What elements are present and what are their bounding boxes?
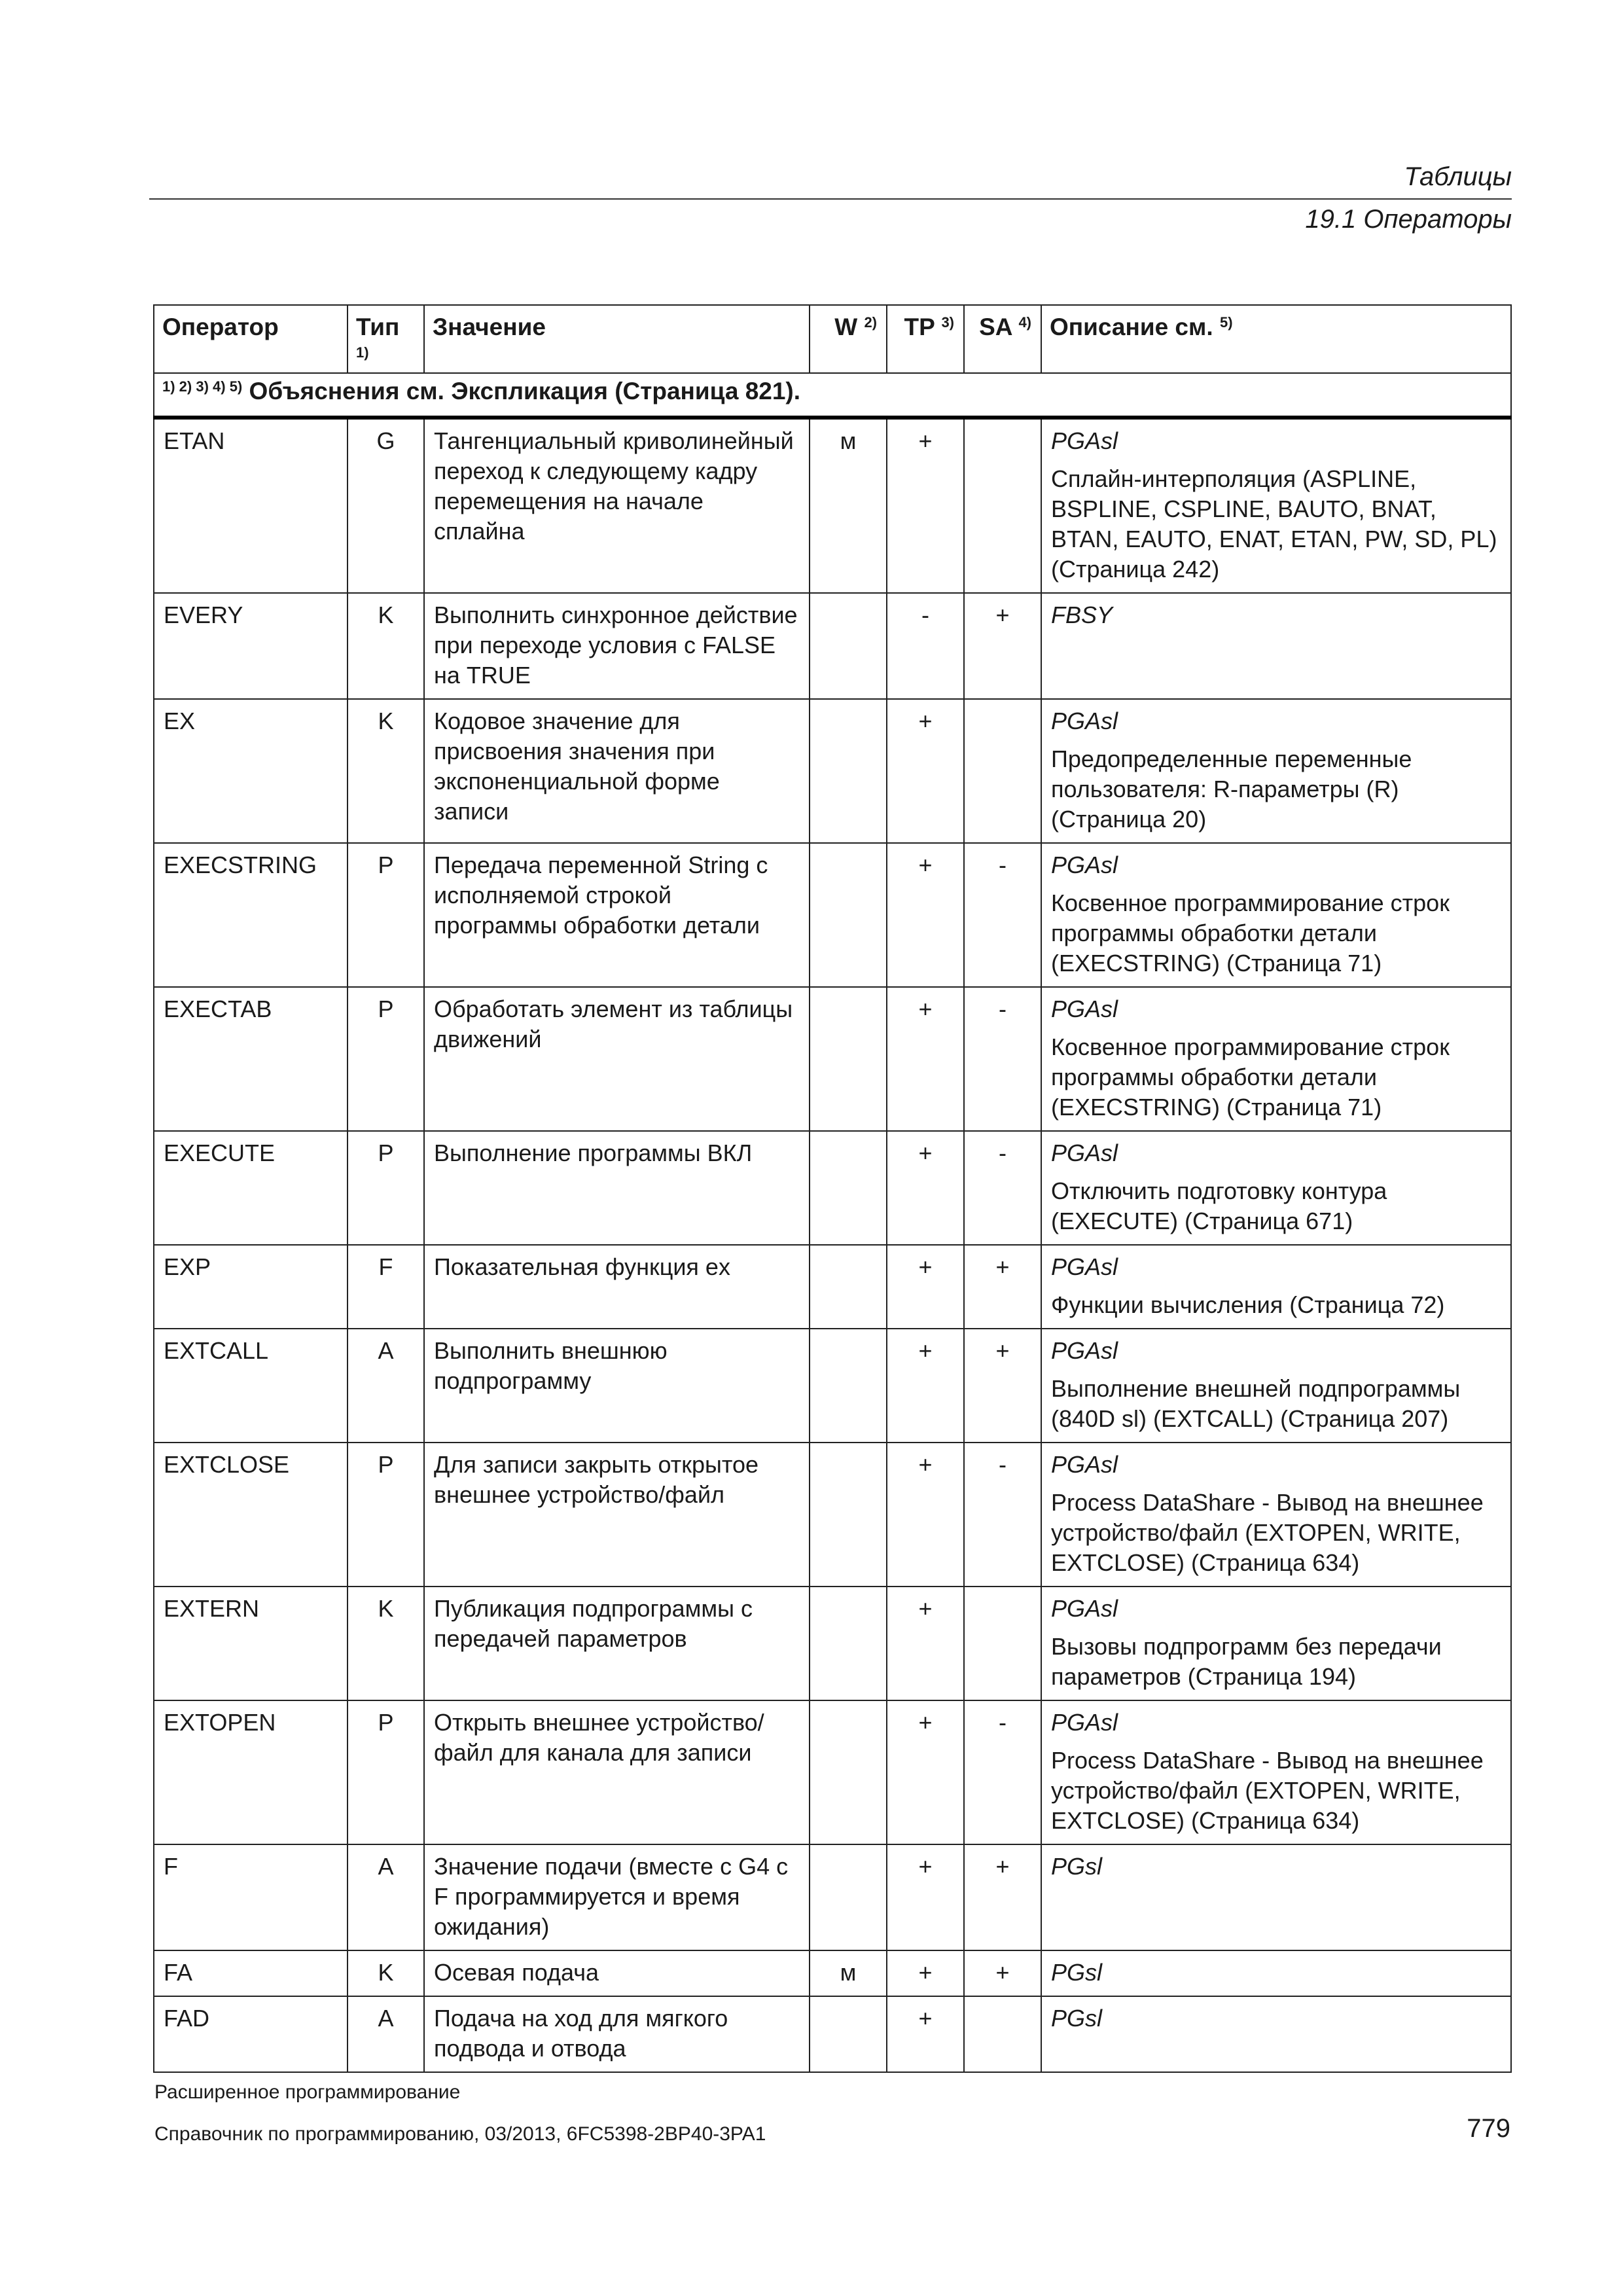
operator-cell: EXP bbox=[154, 1245, 348, 1329]
description-reference: PGAsl bbox=[1051, 1451, 1118, 1478]
table-row bbox=[154, 1844, 1511, 1950]
description-cell bbox=[1041, 1131, 1511, 1245]
section-title: 19.1 Операторы bbox=[1305, 205, 1512, 234]
w-cell bbox=[810, 1996, 887, 2072]
table-header-row bbox=[154, 305, 1511, 373]
operator-cell: EXTERN bbox=[154, 1587, 348, 1700]
sa-cell: + bbox=[964, 593, 1041, 699]
table-row bbox=[154, 1950, 1511, 1996]
footer-manual-info: Справочник по программированию, 03/2013, 6FC5398-2BP40-3PA1 bbox=[154, 2123, 766, 2145]
sa-cell: - bbox=[964, 1700, 1041, 1844]
type-cell: K bbox=[348, 1587, 424, 1700]
tp-cell: + bbox=[887, 987, 964, 1131]
meaning-cell: Выполнить синхронное действие при переходе условия с FALSE на TRUE bbox=[424, 593, 810, 699]
description-cell bbox=[1041, 1996, 1511, 2072]
sa-cell: - bbox=[964, 987, 1041, 1131]
description-cell bbox=[1041, 699, 1511, 843]
description-reference: PGAsl bbox=[1051, 996, 1118, 1022]
w-cell bbox=[810, 1587, 887, 1700]
table-row bbox=[154, 1329, 1511, 1443]
description-link-text: Косвенное программирование строк программы обработки детали (EXECSTRING) (Страница 71) bbox=[1051, 1033, 1450, 1121]
w-cell bbox=[810, 1844, 887, 1950]
meaning-cell: Для записи закрыть открытое внешнее устройство/файл bbox=[424, 1443, 810, 1587]
table-row bbox=[154, 987, 1511, 1131]
sa-cell: + bbox=[964, 1950, 1041, 1996]
meaning-cell: Осевая подача bbox=[424, 1950, 810, 1996]
description-cell bbox=[1041, 987, 1511, 1131]
tp-cell: + bbox=[887, 1700, 964, 1844]
description-reference: PGAsl bbox=[1051, 1595, 1118, 1622]
table-row bbox=[154, 699, 1511, 843]
header-rule bbox=[149, 198, 1512, 200]
description-link-text: Вызовы подпрограмм без передачи параметров (Страница 194) bbox=[1051, 1633, 1442, 1690]
description-reference: PGAsl bbox=[1051, 1139, 1118, 1166]
table-row bbox=[154, 593, 1511, 699]
meaning-cell: Открыть внешнее устройство/файл для канала для записи bbox=[424, 1700, 810, 1844]
tp-cell: + bbox=[887, 843, 964, 987]
type-cell: K bbox=[348, 593, 424, 699]
sa-cell bbox=[964, 1996, 1041, 2072]
description-reference: PGAsl bbox=[1051, 1337, 1118, 1364]
w-cell: м bbox=[810, 418, 887, 593]
description-cell bbox=[1041, 843, 1511, 987]
table-row bbox=[154, 1996, 1511, 2072]
tp-cell: + bbox=[887, 1587, 964, 1700]
w-cell bbox=[810, 1700, 887, 1844]
type-cell: P bbox=[348, 1700, 424, 1844]
chapter-title: Таблицы bbox=[1404, 162, 1512, 191]
tp-cell: - bbox=[887, 593, 964, 699]
type-cell: G bbox=[348, 418, 424, 593]
description-reference: PGAsl bbox=[1051, 427, 1118, 454]
description-link-text: Функции вычисления (Страница 72) bbox=[1051, 1291, 1445, 1318]
type-cell: P bbox=[348, 1131, 424, 1245]
operator-cell: EXTCALL bbox=[154, 1329, 348, 1443]
description-reference: PGAsl bbox=[1051, 1253, 1118, 1280]
sa-cell: + bbox=[964, 1329, 1041, 1443]
table-row bbox=[154, 1245, 1511, 1329]
w-cell bbox=[810, 699, 887, 843]
description-reference: PGsl bbox=[1051, 1959, 1103, 1986]
table-row bbox=[154, 1587, 1511, 1700]
type-cell: A bbox=[348, 1329, 424, 1443]
column-header-sa: SA $^{4)}$ bbox=[964, 305, 1041, 373]
legend-note-row bbox=[154, 373, 1511, 418]
type-cell: F bbox=[348, 1245, 424, 1329]
description-link-text: Process DataShare - Вывод на внешнее устройство/файл (EXTOPEN, WRITE, EXTCLOSE) (Страница 634) bbox=[1051, 1489, 1484, 1576]
column-header-tp: TP $^{3)}$ bbox=[887, 305, 964, 373]
operator-cell: EXTCLOSE bbox=[154, 1443, 348, 1587]
tp-cell: + bbox=[887, 1996, 964, 2072]
operator-cell: ETAN bbox=[154, 418, 348, 593]
tp-cell: + bbox=[887, 1443, 964, 1587]
page-number: 779 bbox=[1467, 2114, 1510, 2143]
description-reference: PGsl bbox=[1051, 2005, 1103, 2032]
sa-cell: - bbox=[964, 1443, 1041, 1587]
column-header-type: Тип $^{1)}$ bbox=[348, 305, 424, 373]
tp-cell: + bbox=[887, 1245, 964, 1329]
table-row bbox=[154, 1131, 1511, 1245]
w-cell bbox=[810, 987, 887, 1131]
description-link-text: Предопределенные переменные пользователя: R-параметры (R) (Страница 20) bbox=[1051, 745, 1412, 833]
description-reference: PGsl bbox=[1051, 1853, 1103, 1880]
operator-cell: EXTOPEN bbox=[154, 1700, 348, 1844]
column-header-meaning: Значение bbox=[424, 305, 810, 373]
description-cell bbox=[1041, 1700, 1511, 1844]
column-header-description: Описание см. $^{5)}$ bbox=[1041, 305, 1511, 373]
description-cell bbox=[1041, 1329, 1511, 1443]
type-cell: A bbox=[348, 1844, 424, 1950]
table-row bbox=[154, 1700, 1511, 1844]
w-cell bbox=[810, 1131, 887, 1245]
meaning-cell: Выполнить внешнюю подпрограмму bbox=[424, 1329, 810, 1443]
description-link-text: Выполнение внешней подпрограммы (840D sl) (EXTCALL) (Страница 207) bbox=[1051, 1375, 1461, 1432]
table-row bbox=[154, 418, 1511, 593]
type-cell: P bbox=[348, 843, 424, 987]
description-cell bbox=[1041, 593, 1511, 699]
description-cell bbox=[1041, 1245, 1511, 1329]
description-cell bbox=[1041, 1950, 1511, 1996]
legend-note: $^{1) 2) 3) 4) 5)}$ Объяснения см. Экспликация (Страница 821). bbox=[154, 373, 1511, 418]
tp-cell: + bbox=[887, 699, 964, 843]
column-header-w: W $^{2)}$ bbox=[810, 305, 887, 373]
operator-cell: EXECUTE bbox=[154, 1131, 348, 1245]
description-reference: PGAsl bbox=[1051, 1709, 1118, 1736]
description-reference: PGAsl bbox=[1051, 708, 1118, 734]
type-cell: K bbox=[348, 699, 424, 843]
type-cell: P bbox=[348, 987, 424, 1131]
operator-cell: FA bbox=[154, 1950, 348, 1996]
operator-cell: F bbox=[154, 1844, 348, 1950]
description-reference: PGAsl bbox=[1051, 852, 1118, 878]
sa-cell bbox=[964, 418, 1041, 593]
tp-cell: + bbox=[887, 1950, 964, 1996]
sa-cell: - bbox=[964, 1131, 1041, 1245]
description-reference: FBSY bbox=[1051, 601, 1113, 628]
meaning-cell: Тангенциальный криволинейный переход к следующему кадру перемещения на начале сплайна bbox=[424, 418, 810, 593]
description-link-text: Сплайн-интерполяция (ASPLINE, BSPLINE, CSPLINE, BAUTO, BNAT, BTAN, EAUTO, ENAT, ETAN, PW, SD, PL) (Страница 242) bbox=[1051, 465, 1497, 583]
table-row bbox=[154, 1443, 1511, 1587]
operator-cell: EXECTAB bbox=[154, 987, 348, 1131]
type-cell: P bbox=[348, 1443, 424, 1587]
operator-cell: FAD bbox=[154, 1996, 348, 2072]
operator-cell: EX bbox=[154, 699, 348, 843]
w-cell bbox=[810, 1245, 887, 1329]
meaning-cell: Обработать элемент из таблицы движений bbox=[424, 987, 810, 1131]
type-cell: A bbox=[348, 1996, 424, 2072]
description-link-text: Process DataShare - Вывод на внешнее устройство/файл (EXTOPEN, WRITE, EXTCLOSE) (Страница 634) bbox=[1051, 1747, 1484, 1834]
description-cell bbox=[1041, 1587, 1511, 1700]
table-row bbox=[154, 843, 1511, 987]
meaning-cell: Показательная функция ex bbox=[424, 1245, 810, 1329]
sa-cell: + bbox=[964, 1844, 1041, 1950]
footer-book-title: Расширенное программирование bbox=[154, 2081, 461, 2103]
column-header-operator: Оператор bbox=[154, 305, 348, 373]
w-cell: м bbox=[810, 1950, 887, 1996]
meaning-cell: Передача переменной String с исполняемой строкой программы обработки детали bbox=[424, 843, 810, 987]
sa-cell: - bbox=[964, 843, 1041, 987]
tp-cell: + bbox=[887, 1329, 964, 1443]
description-cell bbox=[1041, 1443, 1511, 1587]
operators-table bbox=[153, 304, 1512, 2073]
w-cell bbox=[810, 843, 887, 987]
description-cell bbox=[1041, 1844, 1511, 1950]
meaning-cell: Подача на ход для мягкого подвода и отвода bbox=[424, 1996, 810, 2072]
sa-cell bbox=[964, 699, 1041, 843]
meaning-cell: Публикация подпрограммы с передачей параметров bbox=[424, 1587, 810, 1700]
sa-cell: + bbox=[964, 1245, 1041, 1329]
w-cell bbox=[810, 593, 887, 699]
meaning-cell: Значение подачи (вместе с G4 с F программируется и время ожидания) bbox=[424, 1844, 810, 1950]
w-cell bbox=[810, 1443, 887, 1587]
description-link-text: Отключить подготовку контура (EXECUTE) (Страница 671) bbox=[1051, 1177, 1387, 1234]
tp-cell: + bbox=[887, 1844, 964, 1950]
tp-cell: + bbox=[887, 1131, 964, 1245]
w-cell bbox=[810, 1329, 887, 1443]
description-link-text: Косвенное программирование строк программы обработки детали (EXECSTRING) (Страница 71) bbox=[1051, 889, 1450, 977]
sa-cell bbox=[964, 1587, 1041, 1700]
description-cell bbox=[1041, 418, 1511, 593]
tp-cell: + bbox=[887, 418, 964, 593]
meaning-cell: Выполнение программы ВКЛ bbox=[424, 1131, 810, 1245]
operator-cell: EVERY bbox=[154, 593, 348, 699]
meaning-cell: Кодовое значение для присвоения значения при экспоненциальной форме записи bbox=[424, 699, 810, 843]
operator-cell: EXECSTRING bbox=[154, 843, 348, 987]
type-cell: K bbox=[348, 1950, 424, 1996]
